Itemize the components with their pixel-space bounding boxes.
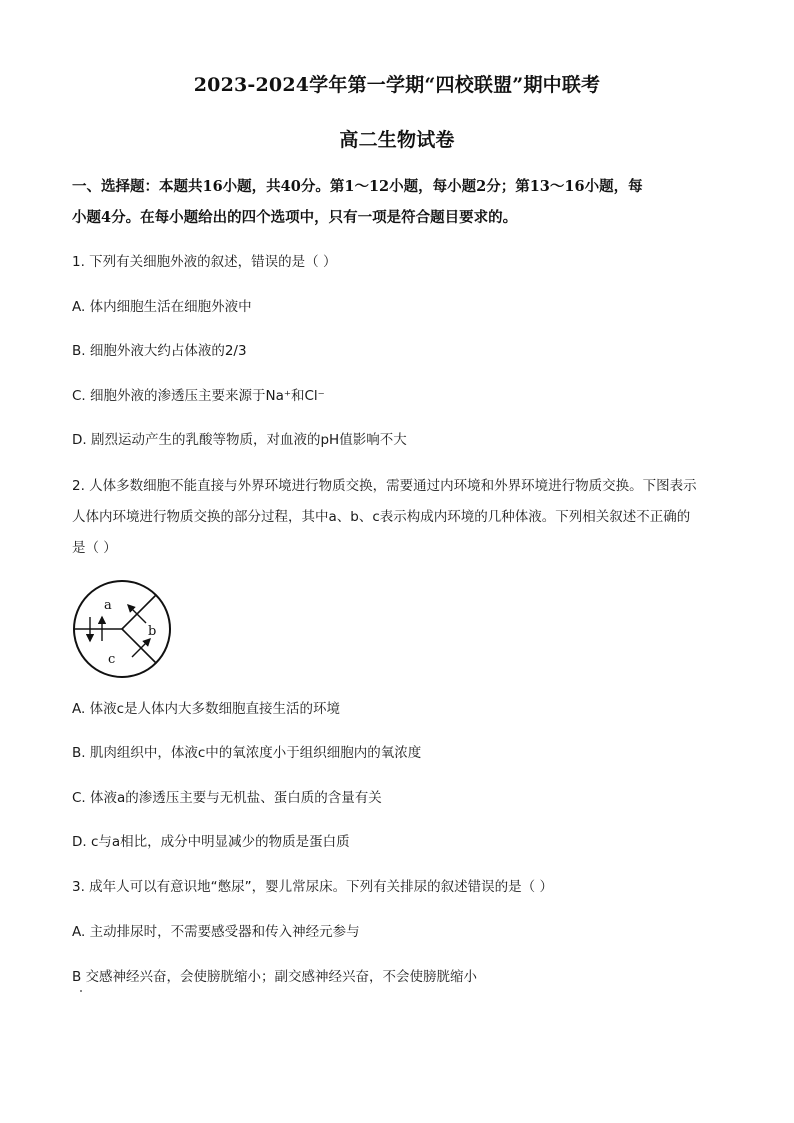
question-3-option-b: B 交感神经兴奋，会使膀胱缩小；副交感神经兴奋，不会使膀胱缩小 — [72, 969, 478, 985]
question-1-option-a: A. 体内细胞生活在细胞外液中 — [72, 299, 252, 315]
question-3-option-a: A. 主动排尿时，不需要感受器和传入神经元参与 — [72, 924, 360, 940]
question-2-option-d: D. c与a相比，成分中明显减少的物质是蛋白质 — [72, 834, 350, 850]
exam-subtitle: 高二生物试卷 — [339, 129, 455, 151]
question-3-stem: 3. 成年人可以有意识地“憋尿”，婴儿常尿床。下列有关排尿的叙述错误的是（ ） — [72, 879, 553, 895]
stray-mark — [80, 990, 82, 992]
question-2-option-b: B. 肌肉组织中，体液c中的氧浓度小于组织细胞内的氧浓度 — [72, 745, 422, 761]
section-instructions-line-1: 一、选择题：本题共16小题，共40分。第1～12小题，每小题2分；第13～16小题，每 — [72, 178, 643, 195]
body-fluid-exchange-diagram — [70, 579, 174, 679]
question-2-stem-line-1: 2. 人体多数细胞不能直接与外界环境进行物质交换，需要通过内环境和外界环境进行物质交换。下图表示 — [72, 478, 697, 494]
question-2-option-c: C. 体液a的渗透压主要与无机盐、蛋白质的含量有关 — [72, 790, 382, 806]
question-1-stem: 1. 下列有关细胞外液的叙述，错误的是（ ） — [72, 254, 337, 270]
question-2-stem-line-3: 是（ ） — [72, 540, 117, 556]
exam-title: 2023-2024学年第一学期“四校联盟”期中联考 — [193, 74, 601, 96]
question-2-option-a: A. 体液c是人体内大多数细胞直接生活的环境 — [72, 701, 341, 717]
question-1-option-c: C. 细胞外液的渗透压主要来源于Na⁺和Cl⁻ — [72, 388, 325, 404]
label-c: c — [108, 652, 116, 667]
label-b: b — [148, 624, 157, 639]
question-2-stem-line-2: 人体内环境进行物质交换的部分过程，其中a、b、c表示构成内环境的几种体液。下列相关叙述不正确的 — [72, 509, 691, 525]
question-1-option-d: D. 剧烈运动产生的乳酸等物质，对血液的pH值影响不大 — [72, 432, 407, 448]
section-instructions-line-2: 小题4分。在每小题给出的四个选项中，只有一项是符合题目要求的。 — [72, 209, 518, 226]
question-1-option-b: B. 细胞外液大约占体液的2/3 — [72, 343, 247, 359]
body-fluid-diagram-svg — [70, 579, 174, 679]
label-a: a — [104, 598, 112, 613]
